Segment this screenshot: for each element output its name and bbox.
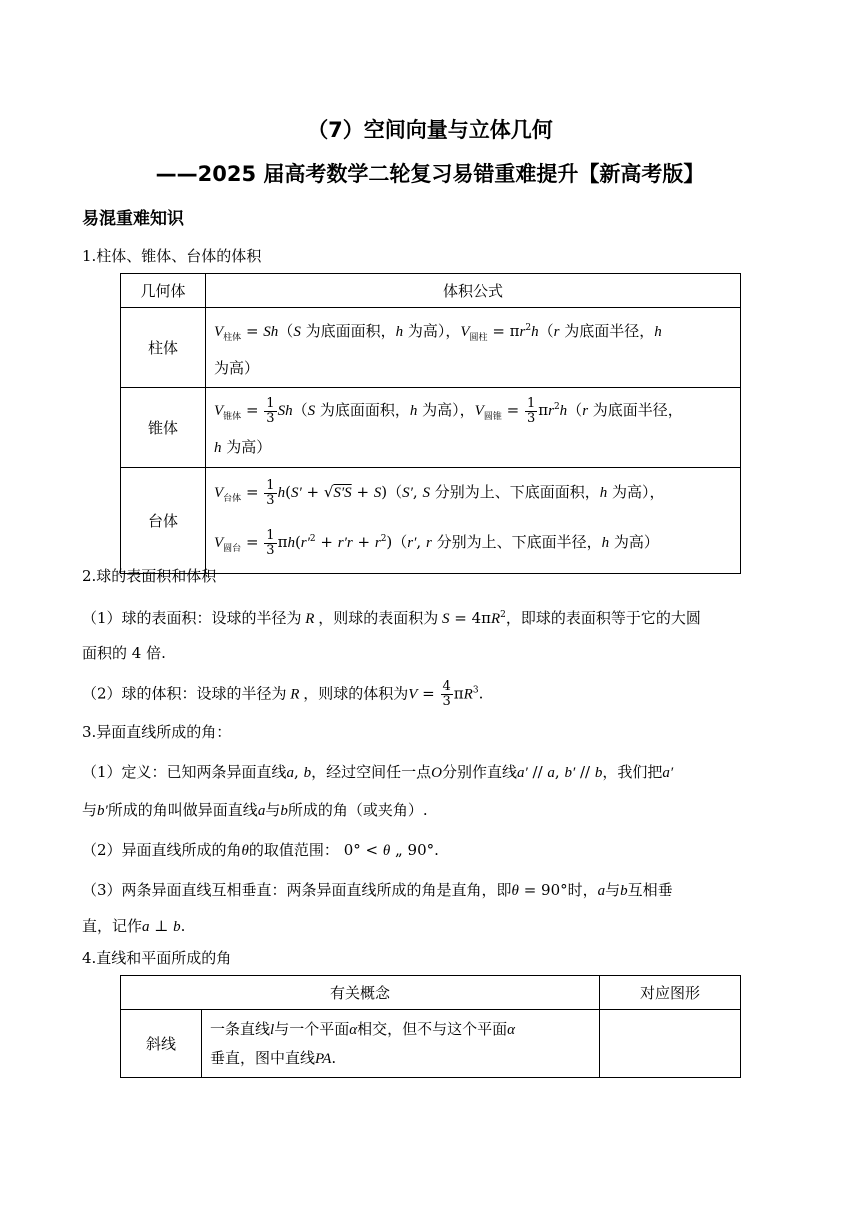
text: 一条直线	[210, 1019, 271, 1038]
concept-desc: 一条直线l与一个平面α相交，但不与这个平面α 垂直，图中直线PA.	[202, 1010, 600, 1078]
text: 分别作直线	[441, 763, 517, 781]
sphere-surface-text-2: 面积的 4 倍.	[82, 644, 166, 662]
sphere-surface-text: （1）球的表面积：设球的半径为 R ，则球的表面积为 $S = 4\pi R^2$，即球的表面积等于它的大圆	[82, 609, 701, 627]
text: （3）两条异面直线互相垂直：两条异面直线所成的角是直角，即	[82, 881, 512, 899]
text: 与	[265, 801, 281, 819]
shape-name: 柱体	[121, 308, 206, 388]
section3-heading: 3.异面直线所成的角：	[82, 723, 232, 741]
text: 的取值范围：	[248, 841, 339, 859]
page-title: （7）空间向量与立体几何	[307, 118, 553, 142]
sphere-volume-text: （2）球的体积：设球的半径为 R ，则球的体积为V = $\frac{4}{3}$ $\pi R^3$.	[82, 679, 484, 709]
shape-name: 锥体	[121, 388, 206, 468]
shape-name: 台体	[121, 468, 206, 574]
text: 互相垂	[627, 881, 673, 899]
text: ，即球的表面积等于它的大圆	[505, 609, 701, 627]
text: 时，	[567, 881, 598, 899]
table-row	[121, 1010, 741, 1078]
skew-perp-text: （3）两条异面直线互相垂直：两条异面直线所成的角是直角，即θ = 90°时，a与b互相垂	[82, 881, 673, 899]
col-header-shape: 几何体	[121, 274, 206, 308]
text: 直，记作	[82, 917, 143, 935]
text: （2）异面直线所成的角	[82, 841, 242, 859]
text: （1）球的表面积：设球的半径为	[82, 609, 302, 627]
text: 与	[82, 801, 98, 819]
table-row	[121, 308, 741, 388]
page-subtitle: ——2025 届高考数学二轮复习易错重难提升【新高考版】	[155, 162, 705, 186]
text: 所成的角（或夹角）.	[287, 801, 428, 819]
table-row	[121, 468, 741, 574]
skew-def-text-2: 与b′所成的角叫做异面直线a与b所成的角（或夹角）.	[82, 801, 428, 819]
col-header-formula: 体积公式	[206, 274, 741, 308]
text: 相交，但不与这个平面	[357, 1019, 508, 1038]
skew-perp-text-2: 直，记作a ⊥ b.	[82, 917, 186, 935]
figure-cell	[600, 1010, 741, 1078]
section1-heading: 1.柱体、锥体、台体的体积	[82, 247, 262, 265]
col-header-figure: 对应图形	[600, 976, 741, 1010]
text: 垂直，图中直线	[210, 1048, 316, 1067]
formula-cell: $V_{柱体} = Sh(S$ 为底面面积，h 为高），$V_{圆柱} = \pi r^2h(r$ 为底面半径，h 为高）	[206, 308, 741, 388]
skew-range-text: （2）异面直线所成的角θ的取值范围： 0° < θ „ 90°.	[82, 841, 439, 859]
text: 与一个平面	[274, 1019, 350, 1038]
skew-def-text: （1）定义：已知两条异面直线a, b，经过空间任一点O分别作直线a′ // a, b′ // b，我们把a′	[82, 763, 674, 781]
formula-cell: $V_{锥体}$ = $\frac{1}{3}$ Sh（S 为底面面积，h 为高），$V_{圆锥}$ = $\frac{1}{3}$ $\pi r^2h(r$ 为底面半径， h 为高）	[206, 388, 741, 468]
text: 与	[605, 881, 621, 899]
col-header-concept: 有关概念	[121, 976, 600, 1010]
formula-cell: $V_{台体}$ = $\frac{1}{3}$ h(S′ + √S′S + S)（S′, S 分别为上、下底面面积，h 为高）， $V_{圆台}$ = $\frac{1}{3}$ $\pi h(r'^2 + r'r + r^2)(r'$, r 分别为上、下底面半径，h 为高）	[206, 468, 741, 574]
section2-heading: 2.球的表面积和体积	[82, 567, 217, 585]
concept-name: 斜线	[121, 1010, 202, 1078]
text: ，我们把	[602, 763, 663, 781]
text: 所成的角叫做异面直线	[107, 801, 258, 819]
table-row	[121, 388, 741, 468]
section-heading: 易混重难知识	[82, 209, 184, 229]
section4-heading: 4.直线和平面所成的角	[82, 949, 232, 967]
text: ，则球的体积为	[303, 684, 409, 703]
line-plane-table	[120, 975, 741, 1078]
volume-table	[120, 273, 741, 574]
text: ，经过空间任一点	[311, 763, 432, 781]
text: （1）定义：已知两条异面直线	[82, 763, 287, 781]
text: （2）球的体积：设球的半径为	[82, 684, 287, 703]
text: ，则球的表面积为	[318, 609, 439, 627]
